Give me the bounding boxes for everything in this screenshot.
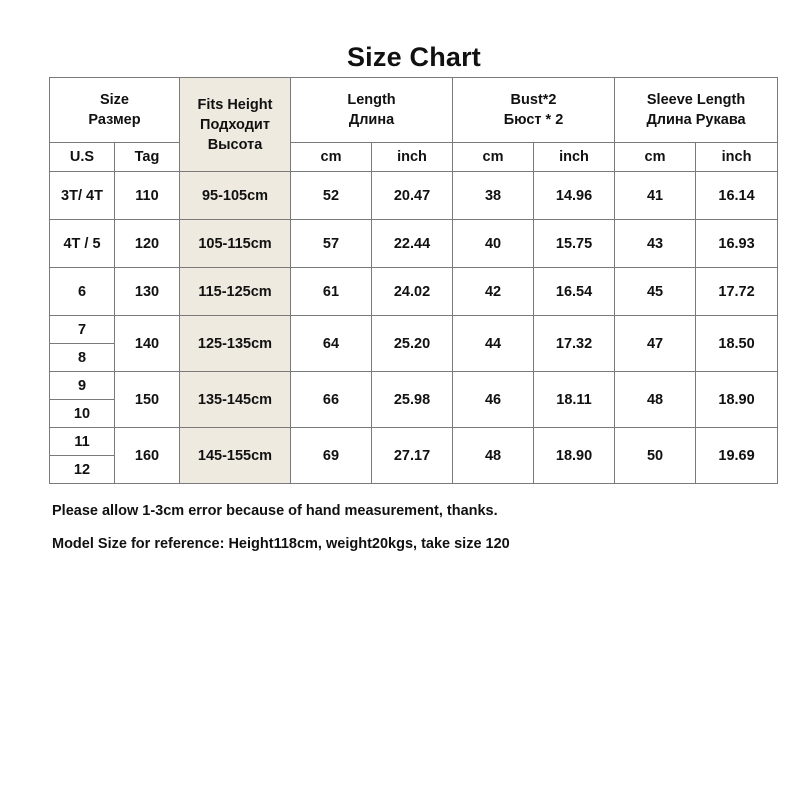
cell-sleeve-cm: 48 xyxy=(615,372,696,428)
header-row-top xyxy=(50,78,778,143)
cell-us: 9 xyxy=(50,372,115,400)
cell-length-cm: 61 xyxy=(291,268,372,316)
table-row xyxy=(50,316,778,344)
chart-title: Size Chart xyxy=(346,42,482,72)
note-model-size: Model Size for reference: Height118cm, weight20kgs, take size 120 xyxy=(52,536,510,552)
header-sleeve-ru: Длина Рукава xyxy=(646,112,746,128)
cell-length-cm: 57 xyxy=(291,220,372,268)
cell-height: 105-115cm xyxy=(180,220,291,268)
cell-length-inch: 22.44 xyxy=(372,220,453,268)
header-sleeve-en: Sleeve Length xyxy=(646,92,746,108)
cell-bust-cm: 40 xyxy=(453,220,534,268)
table-row xyxy=(50,220,778,268)
header-sleeve xyxy=(615,78,778,143)
cell-bust-cm: 42 xyxy=(453,268,534,316)
cell-sleeve-inch: 17.72 xyxy=(696,268,778,316)
cell-length-cm: 64 xyxy=(291,316,372,372)
header-sleeve-cm: cm xyxy=(615,143,696,172)
cell-bust-inch: 18.90 xyxy=(534,428,615,484)
header-length-inch: inch xyxy=(372,143,453,172)
cell-us: 3T/ 4T xyxy=(50,172,115,220)
cell-tag: 160 xyxy=(115,428,180,484)
cell-height: 135-145cm xyxy=(180,372,291,428)
cell-length-inch: 25.20 xyxy=(372,316,453,372)
header-fits-height-ru2: Высота xyxy=(207,136,263,153)
cell-length-cm: 52 xyxy=(291,172,372,220)
cell-height: 95-105cm xyxy=(180,172,291,220)
table-row xyxy=(50,428,778,456)
cell-us: 10 xyxy=(50,400,115,428)
cell-us: 7 xyxy=(50,316,115,344)
cell-bust-cm: 38 xyxy=(453,172,534,220)
cell-tag: 120 xyxy=(115,220,180,268)
header-bust-cm: cm xyxy=(453,143,534,172)
table-row xyxy=(50,268,778,316)
header-size-en: Size xyxy=(99,92,129,108)
cell-bust-cm: 44 xyxy=(453,316,534,372)
cell-length-cm: 66 xyxy=(291,372,372,428)
cell-height: 145-155cm xyxy=(180,428,291,484)
header-bust xyxy=(453,78,615,143)
cell-bust-cm: 48 xyxy=(453,428,534,484)
cell-bust-inch: 17.32 xyxy=(534,316,615,372)
cell-bust-inch: 14.96 xyxy=(534,172,615,220)
cell-bust-cm: 46 xyxy=(453,372,534,428)
cell-sleeve-inch: 18.50 xyxy=(696,316,778,372)
cell-bust-inch: 16.54 xyxy=(534,268,615,316)
cell-sleeve-cm: 41 xyxy=(615,172,696,220)
cell-sleeve-inch: 16.14 xyxy=(696,172,778,220)
cell-sleeve-inch: 18.90 xyxy=(696,372,778,428)
cell-length-inch: 20.47 xyxy=(372,172,453,220)
size-chart-table xyxy=(49,77,778,484)
cell-sleeve-inch: 16.93 xyxy=(696,220,778,268)
cell-length-cm: 69 xyxy=(291,428,372,484)
header-fits-height-ru1: Подходит xyxy=(200,116,270,133)
table-row xyxy=(50,372,778,400)
cell-sleeve-cm: 50 xyxy=(615,428,696,484)
cell-height: 125-135cm xyxy=(180,316,291,372)
header-us: U.S xyxy=(50,143,115,172)
cell-tag: 140 xyxy=(115,316,180,372)
header-length xyxy=(291,78,453,143)
header-tag: Tag xyxy=(115,143,180,172)
header-length-cm: cm xyxy=(291,143,372,172)
header-bust-ru: Бюст * 2 xyxy=(503,112,564,128)
cell-length-inch: 25.98 xyxy=(372,372,453,428)
cell-us: 12 xyxy=(50,456,115,484)
cell-sleeve-inch: 19.69 xyxy=(696,428,778,484)
cell-tag: 150 xyxy=(115,372,180,428)
cell-sleeve-cm: 47 xyxy=(615,316,696,372)
cell-us: 8 xyxy=(50,344,115,372)
cell-us: 11 xyxy=(50,428,115,456)
header-row-units xyxy=(50,143,778,172)
cell-sleeve-cm: 45 xyxy=(615,268,696,316)
cell-tag: 110 xyxy=(115,172,180,220)
header-size xyxy=(50,78,180,143)
cell-us: 6 xyxy=(50,268,115,316)
header-bust-en: Bust*2 xyxy=(510,92,557,108)
note-measurement-error: Please allow 1-3cm error because of hand measurement, thanks. xyxy=(52,503,498,519)
header-length-ru: Длина xyxy=(348,112,395,128)
cell-bust-inch: 18.11 xyxy=(534,372,615,428)
size-chart-body xyxy=(50,78,778,484)
cell-length-inch: 24.02 xyxy=(372,268,453,316)
cell-length-inch: 27.17 xyxy=(372,428,453,484)
header-fits-height xyxy=(180,78,291,172)
table-row xyxy=(50,172,778,220)
cell-height: 115-125cm xyxy=(180,268,291,316)
header-length-en: Length xyxy=(347,92,396,108)
header-bust-inch: inch xyxy=(534,143,615,172)
header-sleeve-inch: inch xyxy=(696,143,778,172)
cell-us: 4T / 5 xyxy=(50,220,115,268)
cell-sleeve-cm: 43 xyxy=(615,220,696,268)
cell-bust-inch: 15.75 xyxy=(534,220,615,268)
header-size-ru: Размер xyxy=(88,112,141,128)
header-fits-height-en: Fits Height xyxy=(197,96,273,113)
cell-tag: 130 xyxy=(115,268,180,316)
